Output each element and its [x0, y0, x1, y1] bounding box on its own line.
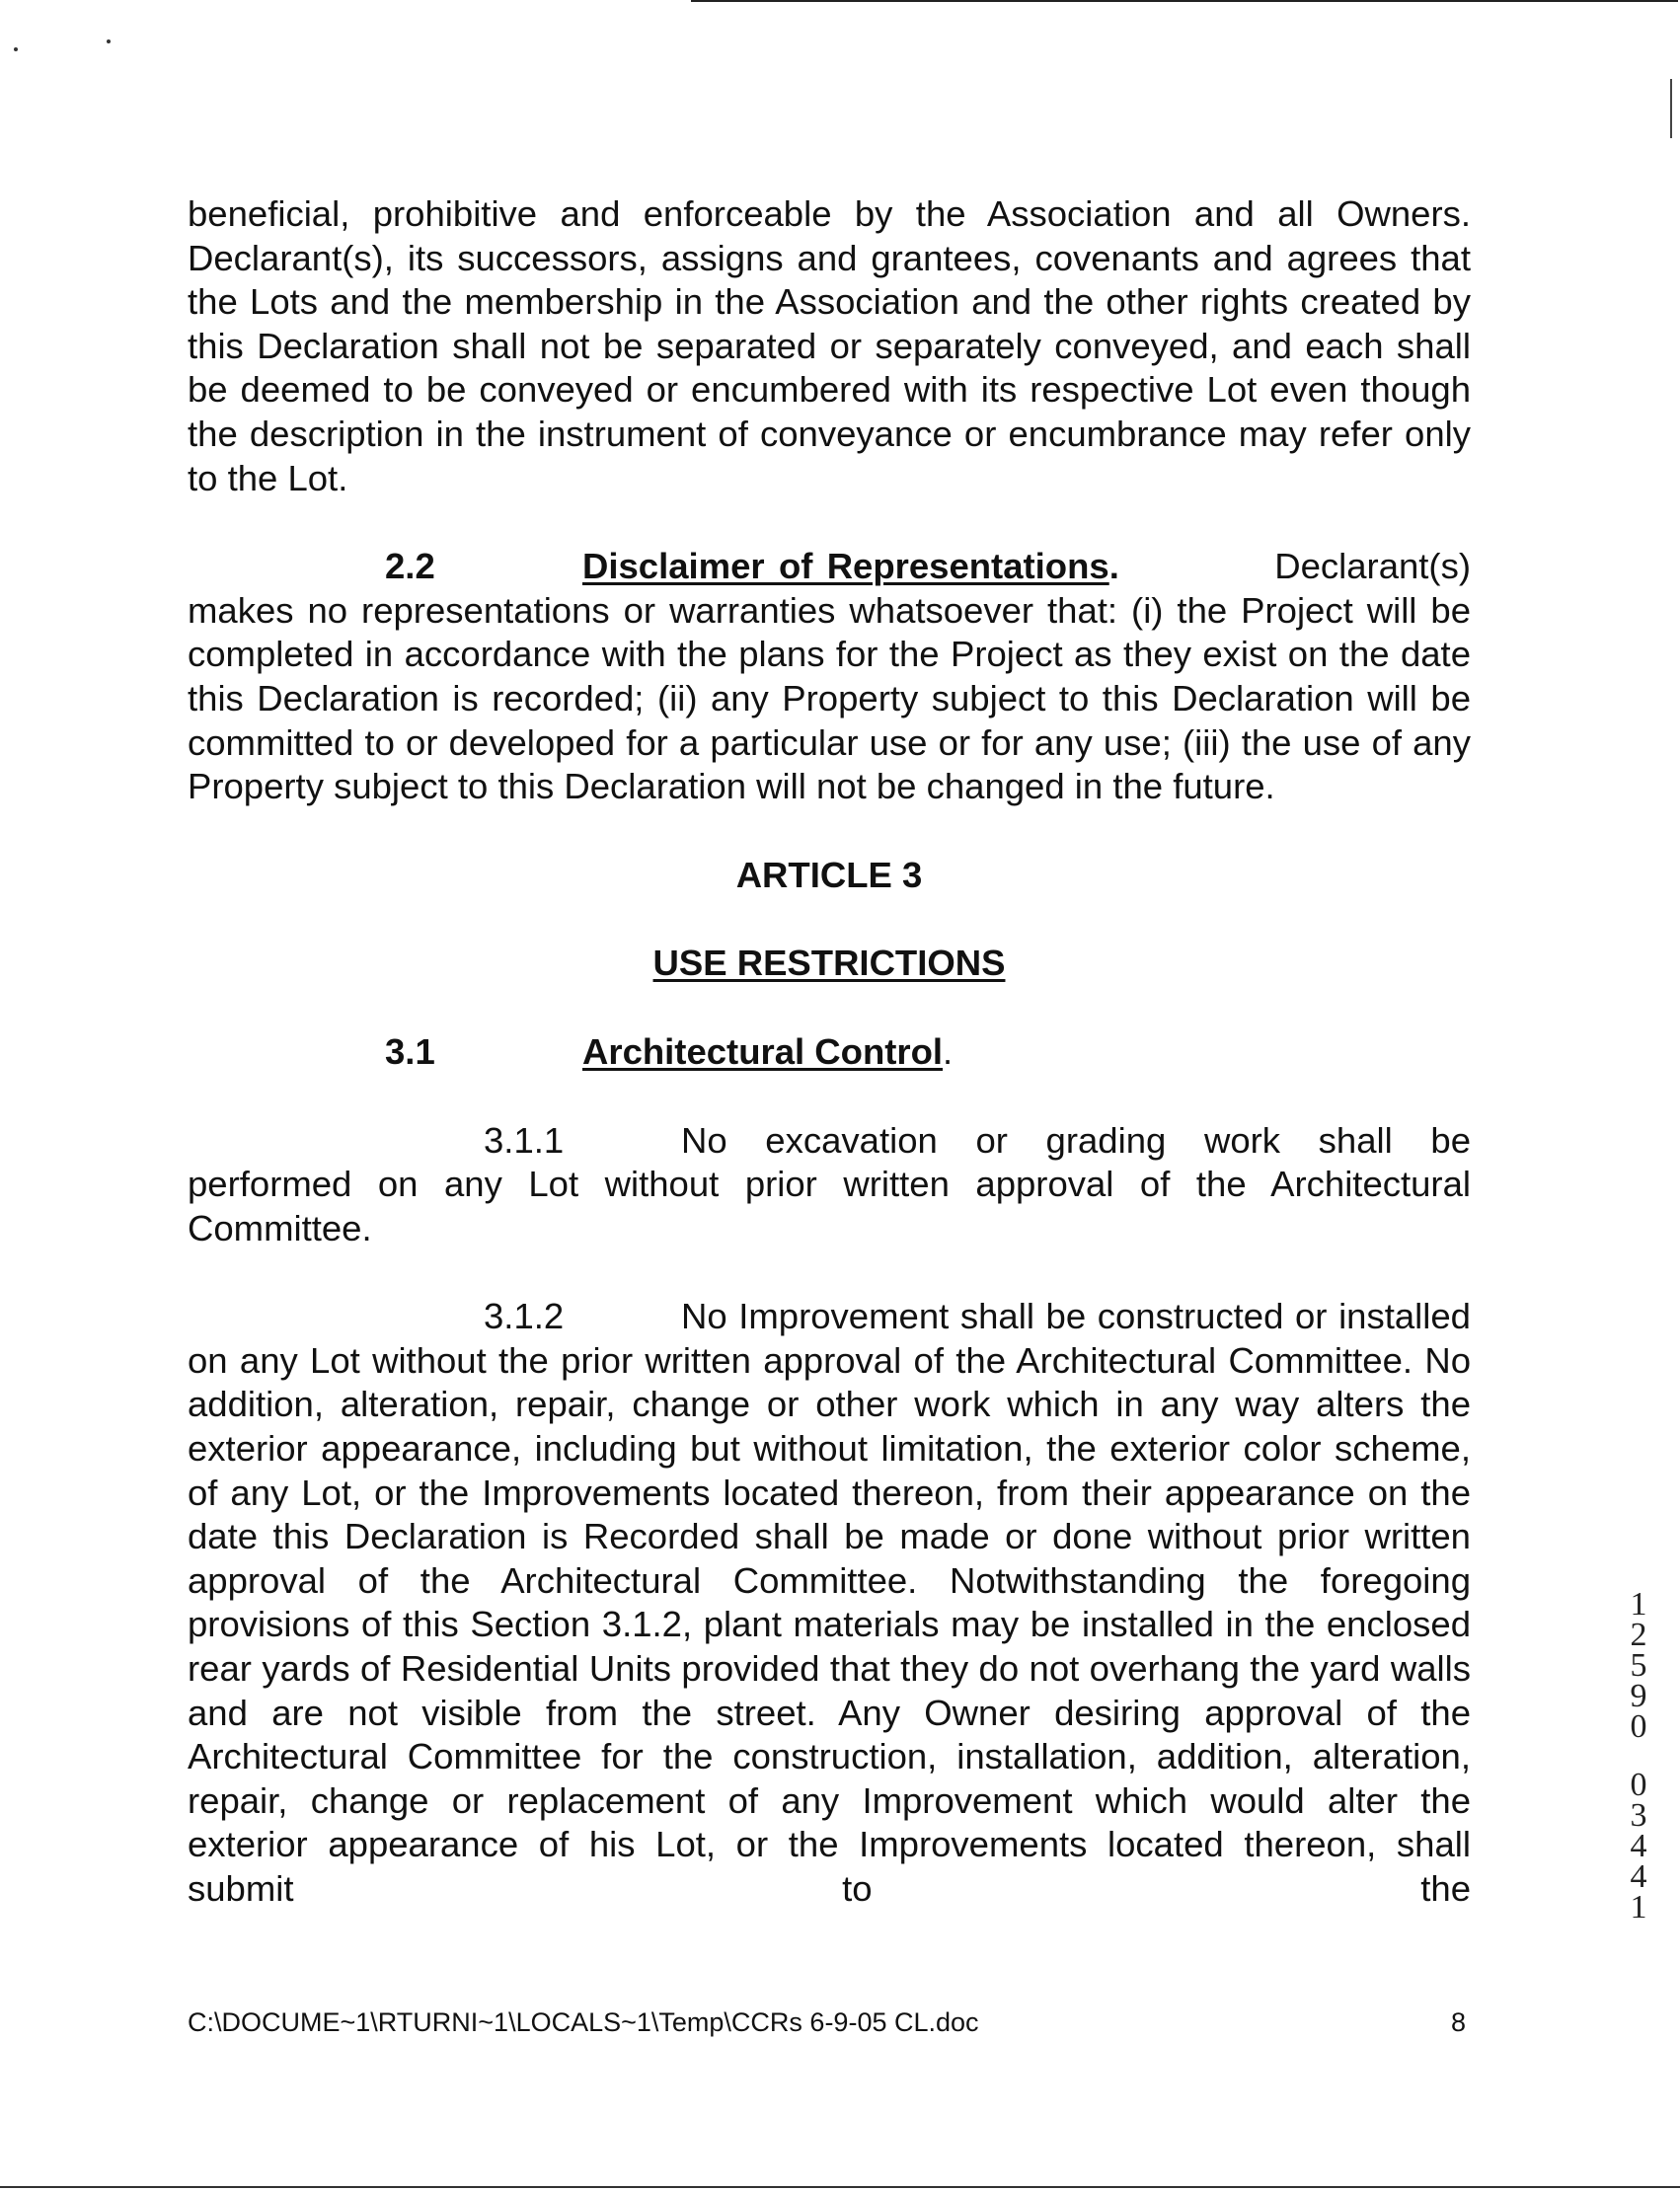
scan-top-rule — [691, 0, 1678, 2]
section-3-1-title: Architectural Control — [582, 1030, 944, 1072]
subsection-3-1-1-number: 3.1.1 — [484, 1119, 565, 1161]
stamp-digit: 5 — [1630, 1647, 1647, 1684]
section-2-2-body: Declarant(s) makes no representations or warranties whatsoever that: (i) the Project will be completed in accordance with the plans for the Project as they exist on the date this Declaration is recorded; (ii) any Property subject to this Declaration will be committed to or developed for a particular use or for any use; (iii) the use of any Property subject to this Declaration will not be changed in the future. — [188, 546, 1471, 807]
stamp-digit: 1 — [1630, 1889, 1647, 1926]
stamp-digit: 0 — [1630, 1767, 1647, 1803]
subsection-3-1-2-number: 3.1.2 — [484, 1296, 565, 1337]
section-3-1-number: 3.1 — [385, 1030, 435, 1072]
stamp-digit: 4 — [1630, 1858, 1647, 1895]
article-label: ARTICLE 3 — [735, 854, 923, 895]
subsection-3-1-2-paragraph — [188, 1295, 1471, 1911]
stamp-digit: 4 — [1630, 1828, 1647, 1864]
section-2-2-paragraph — [188, 545, 1471, 809]
footer-file-path: C:\DOCUME~1\RTURNI~1\LOCALS~1\Temp\CCRs 6-9-05 CL.doc — [188, 2007, 979, 2037]
subsection-3-1-2-body: No Improvement shall be constructed or installed on any Lot without the prior written approval of the Architectural Committee. No addition, alteration, repair, change or other work which in any way alters the exterior appearance, including but without limitation, the exterior color scheme, of any Lot, or the Improvements located thereon, from their appearance on the date this Declaration is Recorded shall be made or done without prior written approval of the Architectural Committee. Notwithstanding the foregoing provisions of this Section 3.1.2, plant materials may be installed in the enclosed rear yards of Residential Units provided that they do not overhang the yard walls and are not visible from the street. Any Owner desiring approval of the Architectural Committee for the construction, installation, addition, alteration, repair, change or replacement of any Improvement which would alter the exterior appearance of his Lot, or the Improvements located thereon, shall submit to the — [188, 1296, 1471, 1909]
stamp-digit: 2 — [1630, 1617, 1647, 1653]
scan-speck — [107, 39, 111, 43]
stamp-digit: 0 — [1630, 1708, 1647, 1745]
section-2-2-title-punct: . — [1108, 546, 1119, 587]
subsection-3-1-1-body: No excavation or grading work shall be performed on any Lot without prior written approval of the Architectural Committee. — [188, 1119, 1471, 1248]
stamp-digit: 3 — [1630, 1797, 1647, 1834]
footer-page-number: 8 — [1451, 2007, 1467, 2037]
section-3-1-heading — [188, 1030, 1471, 1075]
section-2-2-title: Disclaimer of Representations — [582, 546, 1109, 587]
intro-paragraph: beneficial, prohibitive and enforceable by the Association and all Owners. Declarant(s), its successors, assigns and grantees, covenants and agrees that the Lots and the membership in the Association and the other rights created by this Declaration shall not be separated or separately conveyed, and each shall be deemed to be conveyed or encumbered with its respective Lot even though the description in the instrument of conveyance or encumbrance may refer only to the Lot. — [188, 193, 1471, 498]
subsection-3-1-1-paragraph — [188, 1119, 1471, 1251]
section-2-2-number: 2.2 — [385, 546, 435, 587]
recording-stamp — [1619, 1586, 1658, 1926]
stamp-digit: 9 — [1630, 1678, 1647, 1714]
scan-bottom-rule — [0, 2186, 1680, 2188]
section-3-1-title-punct: . — [943, 1030, 954, 1072]
article-title: USE RESTRICTIONS — [652, 943, 1006, 984]
scan-edge-mark — [1670, 79, 1672, 138]
stamp-digit: 1 — [1630, 1586, 1647, 1623]
scan-speck — [14, 47, 18, 51]
document-page — [188, 192, 1471, 1912]
